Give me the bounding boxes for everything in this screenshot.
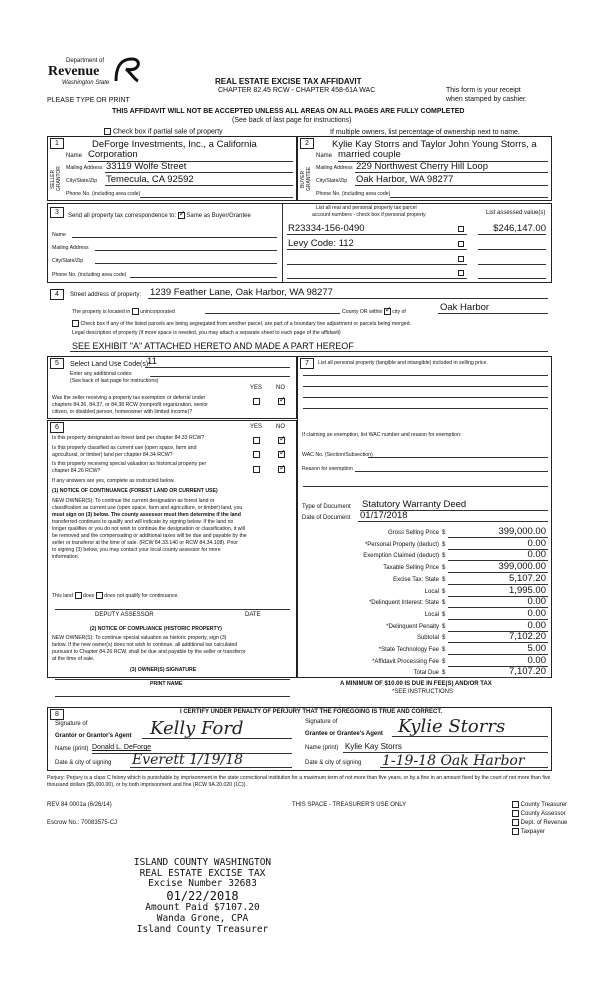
sec3-address-label: Mailing Address <box>52 245 89 251</box>
segregated-checkbox[interactable] <box>72 320 79 327</box>
county-assessor-label: County Assessor <box>520 811 566 818</box>
seller-city-label: City/State/Zip <box>66 178 98 184</box>
parcel-3-personal-checkbox[interactable] <box>458 256 464 262</box>
form-chapter: CHAPTER 82.45 RCW - CHAPTER 458-61A WAC <box>218 87 376 94</box>
sec6-no-header: NO <box>276 424 285 430</box>
reason-exemption-label: Reason for exemption <box>302 466 353 472</box>
calc-value[interactable]: 399,000.00 <box>498 526 546 537</box>
forest-yes-checkbox[interactable] <box>253 437 260 444</box>
calc-value[interactable]: 0.00 <box>527 596 546 608</box>
calc-value[interactable]: 5.00 <box>527 643 546 654</box>
if-yes-instruction: If any answers are yes, complete as instructed below. <box>52 478 175 484</box>
certify-statement: I CERTIFY UNDER PENALTY OF PERJURY THAT THE FOREGOING IS TRUE AND CORRECT. <box>180 709 443 715</box>
historic-no-checkbox[interactable] <box>278 466 285 473</box>
treasurer-use-label: THIS SPACE - TREASURER'S USE ONLY <box>292 802 407 808</box>
calc-value[interactable]: 399,000.00 <box>498 561 546 573</box>
seller-side-label: SELLER GRANTOR <box>50 166 62 192</box>
sec3-name-label: Name <box>52 232 66 238</box>
section-5-number: 5 <box>50 358 64 369</box>
grantor-signature-of-label: Signature of <box>55 721 88 727</box>
sec5-no-checkbox[interactable] <box>278 398 285 405</box>
buyer-side-label: BUYER GRANTEE <box>300 166 312 192</box>
stamp-treasurer-title: Island County Treasurer <box>136 923 269 935</box>
stamp-date: 01/22/2018 <box>166 888 239 903</box>
county-treasurer-checkbox[interactable] <box>512 801 519 808</box>
stamp-excise-tax: REAL ESTATE EXCISE TAX <box>139 867 266 879</box>
calc-value[interactable]: 7,102.20 <box>509 631 546 643</box>
dept-revenue-checkbox[interactable] <box>512 819 519 826</box>
send-correspondence-label: Send all property tax correspondence to: <box>68 213 177 220</box>
calc-dollar: $ <box>442 670 446 677</box>
warning-text: THIS AFFIDAVIT WILL NOT BE ACCEPTED UNLESS ALL AREAS ON ALL PAGES ARE FULLY COMPLETED <box>112 108 465 115</box>
calc-value[interactable]: 7,107.20 <box>509 666 546 678</box>
current-use-question-line2: agricultural, or timber) land per chapter 84.34 RCW? <box>52 452 173 458</box>
section-8-number: 8 <box>50 709 64 720</box>
land-does-not-checkbox[interactable] <box>96 592 103 599</box>
current-use-no-checkbox[interactable] <box>278 451 285 458</box>
sec5-question-line1: Was the seller receiving a property tax exemption or deferral under <box>52 395 206 401</box>
calc-dollar: $ <box>442 600 446 607</box>
calc-value[interactable]: 0.00 <box>527 537 546 549</box>
seller-name-line2[interactable]: Corporation <box>88 149 138 160</box>
section-3-number: 3 <box>50 207 64 218</box>
buyer-address-label: Mailing Address <box>316 165 353 171</box>
calc-label: Gross Selling Price <box>387 530 439 536</box>
land-use-code[interactable]: 11 <box>147 356 157 367</box>
grantor-signature[interactable]: Kelly Ford <box>150 718 244 739</box>
calc-dollar: $ <box>442 647 446 653</box>
stamp-county: ISLAND COUNTY WASHINGTON <box>133 857 272 868</box>
sec6-yes-header: YES <box>250 424 263 430</box>
see-back-text: (See back of last page for instructions) <box>232 117 352 124</box>
buyer-city[interactable]: Oak Harbor, WA 98277 <box>356 174 454 185</box>
additional-codes-label: Enter any additional codes: <box>70 371 133 377</box>
see-instructions-note: *SEE INSTRUCTIONS <box>392 689 454 695</box>
buyer-name-label: Name <box>316 153 333 159</box>
property-city[interactable]: Oak Harbor <box>440 302 490 313</box>
seller-address[interactable]: 33119 Wolfe Street <box>106 161 187 172</box>
document-date-label: Date of Document <box>302 515 351 521</box>
grantee-date-city-label: Date & city of signing <box>305 760 362 766</box>
grantee-signature-of-label: Signature of <box>305 719 338 725</box>
section-2-number: 2 <box>300 138 314 149</box>
city-of-label: city of <box>392 308 406 315</box>
buyer-address[interactable]: 229 Northwest Cherry Hill Loop <box>356 161 489 172</box>
buyer-name-line1[interactable]: Kylie Kay Storrs and Taylor John Young Storrs, a <box>332 139 537 150</box>
calc-label: *Delinquent Interest: State <box>368 600 439 607</box>
calc-label: Local <box>424 611 439 618</box>
levy-code[interactable]: Levy Code: 112 <box>288 238 354 249</box>
current-use-yes-checkbox[interactable] <box>253 451 260 458</box>
calc-dollar: $ <box>442 611 446 618</box>
assessed-value-heading: List assessed value(s) <box>486 210 546 216</box>
street-address-label: Street address of property: <box>70 292 142 298</box>
section-4-number: 4 <box>50 289 64 300</box>
calc-label: Total Due <box>413 670 439 677</box>
logo-dept: Department of <box>66 58 105 64</box>
partial-sale-checkbox[interactable] <box>104 128 111 135</box>
grantor-name-print-label: Name (print) <box>55 746 89 752</box>
taxpayer-label: Taxpayer <box>520 829 545 836</box>
county-treasurer-label: County Treasurer <box>520 802 568 809</box>
calc-label: Local <box>424 588 439 595</box>
calc-label: *Affidavit Processing Fee <box>372 658 439 665</box>
calc-dollar: $ <box>442 541 446 548</box>
assessed-value[interactable]: $246,147.00 <box>493 223 546 234</box>
segregated-label: Check box if any of the listed parcels are being segregated from another parcel, are part of a boundary line adjustment or parcels being merged. <box>80 320 411 327</box>
land-use-see-back: (See back of last page for instructions) <box>70 378 159 384</box>
deputy-date-label: DATE <box>245 612 261 618</box>
grantee-signature[interactable]: Kylie Storrs <box>398 716 506 737</box>
logo-state: Washington State <box>62 80 110 86</box>
stamp-amount-paid: Amount Paid $7107.20 <box>145 902 260 914</box>
seller-city[interactable]: Temecula, CA 92592 <box>106 174 194 185</box>
calc-dollar: $ <box>442 588 446 595</box>
historic-yes-checkbox[interactable] <box>253 466 260 473</box>
calc-dollar: $ <box>442 530 446 536</box>
current-use-question-line1: Is this property classified as current use (open space, farm and <box>52 445 197 451</box>
calc-value[interactable]: 0.00 <box>527 654 546 666</box>
deputy-assessor-label: DEPUTY ASSESSOR <box>95 612 154 618</box>
forest-no-checkbox[interactable] <box>278 437 285 444</box>
same-as-buyer-checkbox[interactable] <box>178 212 185 219</box>
seller-phone-label: Phone No. (including area code) <box>66 191 141 197</box>
multiple-owners-note: If multiple owners, list percentage of ownership next to name. <box>330 129 520 136</box>
calc-label: Taxable Selling Price <box>383 565 439 572</box>
calc-dollar: $ <box>442 576 446 583</box>
document-date[interactable]: 01/17/2018 <box>360 510 408 521</box>
notice-of-compliance-heading: (2) NOTICE OF COMPLIANCE (HISTORIC PROPERTY) <box>90 626 222 632</box>
sec5-yes-checkbox[interactable] <box>253 398 260 405</box>
legal-description-exhibit[interactable]: SEE EXHIBIT "A" ATTACHED HERETO AND MADE A PART HEREOF <box>72 341 354 351</box>
dept-revenue-label: Dept. of Revenue <box>520 820 568 827</box>
unincorporated-label: unincorporated <box>140 308 175 315</box>
treasurer-stamp <box>120 858 285 935</box>
grantor-name[interactable]: Donald L. DeForge <box>92 744 152 751</box>
grantor-agent-label: Grantor or Grantor's Agent <box>55 733 132 739</box>
sec3-phone-label: Phone No. (including area code) <box>52 272 127 278</box>
does-not-qualify-label: does not qualify for continuance. <box>104 592 179 599</box>
calc-value[interactable]: 0.00 <box>527 619 546 631</box>
calc-label: Excise Tax: State <box>393 576 439 583</box>
receipt-note-2: when stamped by cashier. <box>446 96 527 103</box>
document-type[interactable]: Statutory Warranty Deed <box>362 499 467 510</box>
section-1-number: 1 <box>50 138 64 149</box>
grantee-agent-label: Grantee or Grantee's Agent <box>305 731 383 737</box>
section-7-number: 7 <box>300 358 314 369</box>
owner-signature-heading: (3) OWNER(S) SIGNATURE <box>130 667 197 673</box>
parcel-1-personal-checkbox[interactable] <box>458 226 464 232</box>
county-assessor-checkbox[interactable] <box>512 810 519 817</box>
county-or-within-label: County OR within <box>342 308 383 315</box>
calc-dollar: $ <box>442 553 446 560</box>
form-title: REAL ESTATE EXCISE TAX AFFIDAVIT <box>215 77 362 86</box>
same-as-buyer-label: Same as Buyer/Grantee <box>186 213 251 220</box>
land-use-label: Select Land Use Code(s): <box>70 361 151 368</box>
this-land-label: This land <box>52 592 74 599</box>
grantee-date-city[interactable]: 1-19-18 Oak Harbor <box>382 753 525 769</box>
calc-dollar: $ <box>442 658 446 665</box>
minimum-fee-note: A MINIMUM OF $10.00 IS DUE IN FEE(S) AND/OR TAX <box>340 681 492 687</box>
calc-dollar: $ <box>442 565 446 572</box>
parcel-2-personal-checkbox[interactable] <box>458 241 464 247</box>
sec5-yes-header: YES <box>250 385 263 391</box>
historic-question-line1: Is this property receiving special valuation as historical property per <box>52 461 207 467</box>
section-6-number: 6 <box>50 422 64 433</box>
stamp-excise-number: Excise Number 32683 <box>148 878 257 890</box>
calc-value[interactable]: 0.00 <box>527 607 546 619</box>
notice-of-continuance-heading: (1) NOTICE OF CONTINUANCE (FOREST LAND OR CURRENT USE) <box>52 488 218 494</box>
calc-label: *State Technology Fee <box>378 647 439 653</box>
land-does-checkbox[interactable] <box>75 592 82 599</box>
buyer-city-label: City/State/Zip <box>316 178 348 184</box>
print-name-label: PRINT NAME <box>150 681 183 687</box>
partial-sale-label: Check box if partial sale of property <box>112 128 223 136</box>
calc-label: Exemption Claimed (deduct) <box>363 553 439 560</box>
sec3-city-label: City/State/Zip <box>52 258 84 264</box>
parcel-number[interactable]: R23334-156-0490 <box>288 223 365 234</box>
legal-description-label: Legal description of property (if more space is needed, you may attach a separate sheet to each page of the affidavit) <box>72 330 341 336</box>
form-revision: REV 84 0001a (6/26/14) <box>47 802 112 808</box>
property-street-address[interactable]: 1239 Feather Lane, Oak Harbor, WA 98277 <box>150 287 333 298</box>
calc-label: Subtotal <box>416 635 439 642</box>
historic-question-line2: chapter 84.26 RCW? <box>52 468 101 474</box>
calc-label: *Personal Property (deduct) <box>364 541 439 548</box>
grantee-name[interactable]: Kylie Kay Storrs <box>345 742 402 751</box>
logo-name: Revenue <box>48 64 100 79</box>
forest-land-question: Is this property designated as forest land per chapter 84.33 RCW? <box>52 435 205 441</box>
wac-number-label: WAC No. (Section/Subsection) <box>302 452 373 458</box>
sec5-no-header: NO <box>276 385 285 391</box>
sec5-question-line2: chapters 84.36, 84.37, or 84.38 RCW (nonprofit organization, senior <box>52 402 209 408</box>
calc-value[interactable]: 5,107.20 <box>509 572 546 584</box>
document-type-label: Type of Document <box>302 504 351 510</box>
calc-dollar: $ <box>442 635 446 642</box>
stamp-treasurer-name: Wanda Grone, CPA <box>156 912 249 924</box>
calc-dollar: $ <box>442 623 446 630</box>
seller-name-label: Name <box>66 153 83 159</box>
personal-property-list-label: List all personal property (tangible and intangible) included in selling price. <box>318 360 488 366</box>
buyer-name-line2[interactable]: married couple <box>338 149 401 160</box>
revenue-logo-icon <box>112 57 142 83</box>
exemption-label: If claiming an exemption, list WAC number and reason for exemption: <box>302 432 462 438</box>
parcel-4-personal-checkbox[interactable] <box>458 270 464 276</box>
please-type: PLEASE TYPE OR PRINT <box>47 97 130 104</box>
seller-name-line1[interactable]: DeForge Investments, Inc., a California <box>92 139 257 150</box>
buyer-phone-label: Phone No. (including area code) <box>316 191 391 197</box>
calc-value[interactable]: 0.00 <box>527 549 546 561</box>
receipt-note-1: This form is your receipt <box>446 87 521 94</box>
located-in-label: The property is located in <box>72 308 131 315</box>
grantee-name-print-label: Name (print) <box>305 745 339 751</box>
parcel-list-heading-1: List all real and personal property tax parcel <box>316 205 417 211</box>
escrow-number: Escrow No.: 70083575-CJ <box>47 820 118 826</box>
within-city-checkbox[interactable] <box>384 308 391 315</box>
grantor-date-city[interactable]: Everett 1/19/18 <box>132 752 244 768</box>
sec5-question-line3: citizen, or disabled person, homeowner with limited income)? <box>52 409 193 415</box>
calc-label: *Delinquent Penalty <box>386 623 439 630</box>
parcel-list-heading-2: account numbers - check box if personal property <box>312 212 426 218</box>
grantor-date-city-label: Date & city of signing <box>55 760 112 766</box>
calc-value[interactable]: 1,995.00 <box>509 584 546 596</box>
unincorporated-checkbox[interactable] <box>132 308 139 315</box>
taxpayer-checkbox[interactable] <box>512 828 519 835</box>
perjury-notice: Perjury: Perjury is a class C felony which is punishable by imprisonment in the state correctional institution for a maximum term of not more than five years, or by a fine in an amount fixed by the court of not more than five thousand dollars ($5,000.00), or by both imprisonment and fine (RCW 9A.20.020 (1C)). <box>47 775 551 788</box>
seller-address-label: Mailing Address <box>66 165 103 171</box>
